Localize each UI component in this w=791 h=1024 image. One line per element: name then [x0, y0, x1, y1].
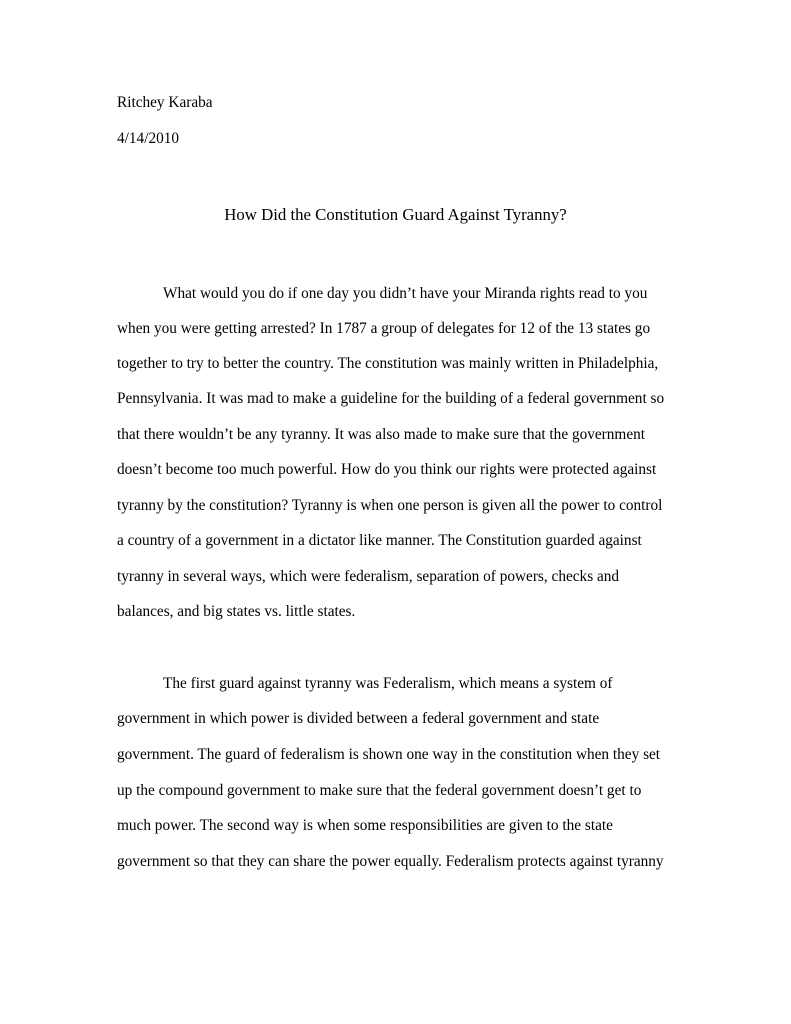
- essay-title: How Did the Constitution Guard Against Tyranny?: [224, 205, 567, 224]
- paragraph-line: much power. The second way is when some responsibilities are given to the state: [117, 817, 613, 834]
- paragraph-line: government so that they can share the power equally. Federalism protects against tyranny: [117, 853, 664, 870]
- paragraph-line: The first guard against tyranny was Federalism, which means a system of: [163, 675, 613, 692]
- paragraph-line: Pennsylvania. It was mad to make a guideline for the building of a federal government so: [117, 390, 665, 407]
- paragraph-line: up the compound government to make sure that the federal government doesn’t get to: [117, 782, 642, 799]
- document-date: 4/14/2010: [117, 130, 180, 147]
- paragraph-line: doesn’t become too much powerful. How do you think our rights were protected against: [117, 461, 657, 478]
- paragraph-line: that there wouldn’t be any tyranny. It was also made to make sure that the government: [117, 426, 646, 443]
- paragraph-line: What would you do if one day you didn’t have your Miranda rights read to you: [163, 285, 648, 302]
- paragraph-line: a country of a government in a dictator like manner. The Constitution guarded against: [117, 532, 642, 549]
- author-name: Ritchey Karaba: [117, 94, 213, 111]
- paragraph-line: balances, and big states vs. little states.: [117, 603, 356, 620]
- paragraph-line: tyranny by the constitution? Tyranny is when one person is given all the power to control: [117, 497, 663, 514]
- paragraph-line: when you were getting arrested? In 1787 a group of delegates for 12 of the 13 states go: [117, 320, 651, 337]
- paragraph-line: tyranny in several ways, which were federalism, separation of powers, checks and: [117, 568, 620, 585]
- paragraph-line: government in which power is divided between a federal government and state: [117, 710, 600, 727]
- paragraph-line: government. The guard of federalism is shown one way in the constitution when they set: [117, 746, 661, 763]
- paragraph-line: together to try to better the country. The constitution was mainly written in Philadelphia,: [117, 355, 659, 372]
